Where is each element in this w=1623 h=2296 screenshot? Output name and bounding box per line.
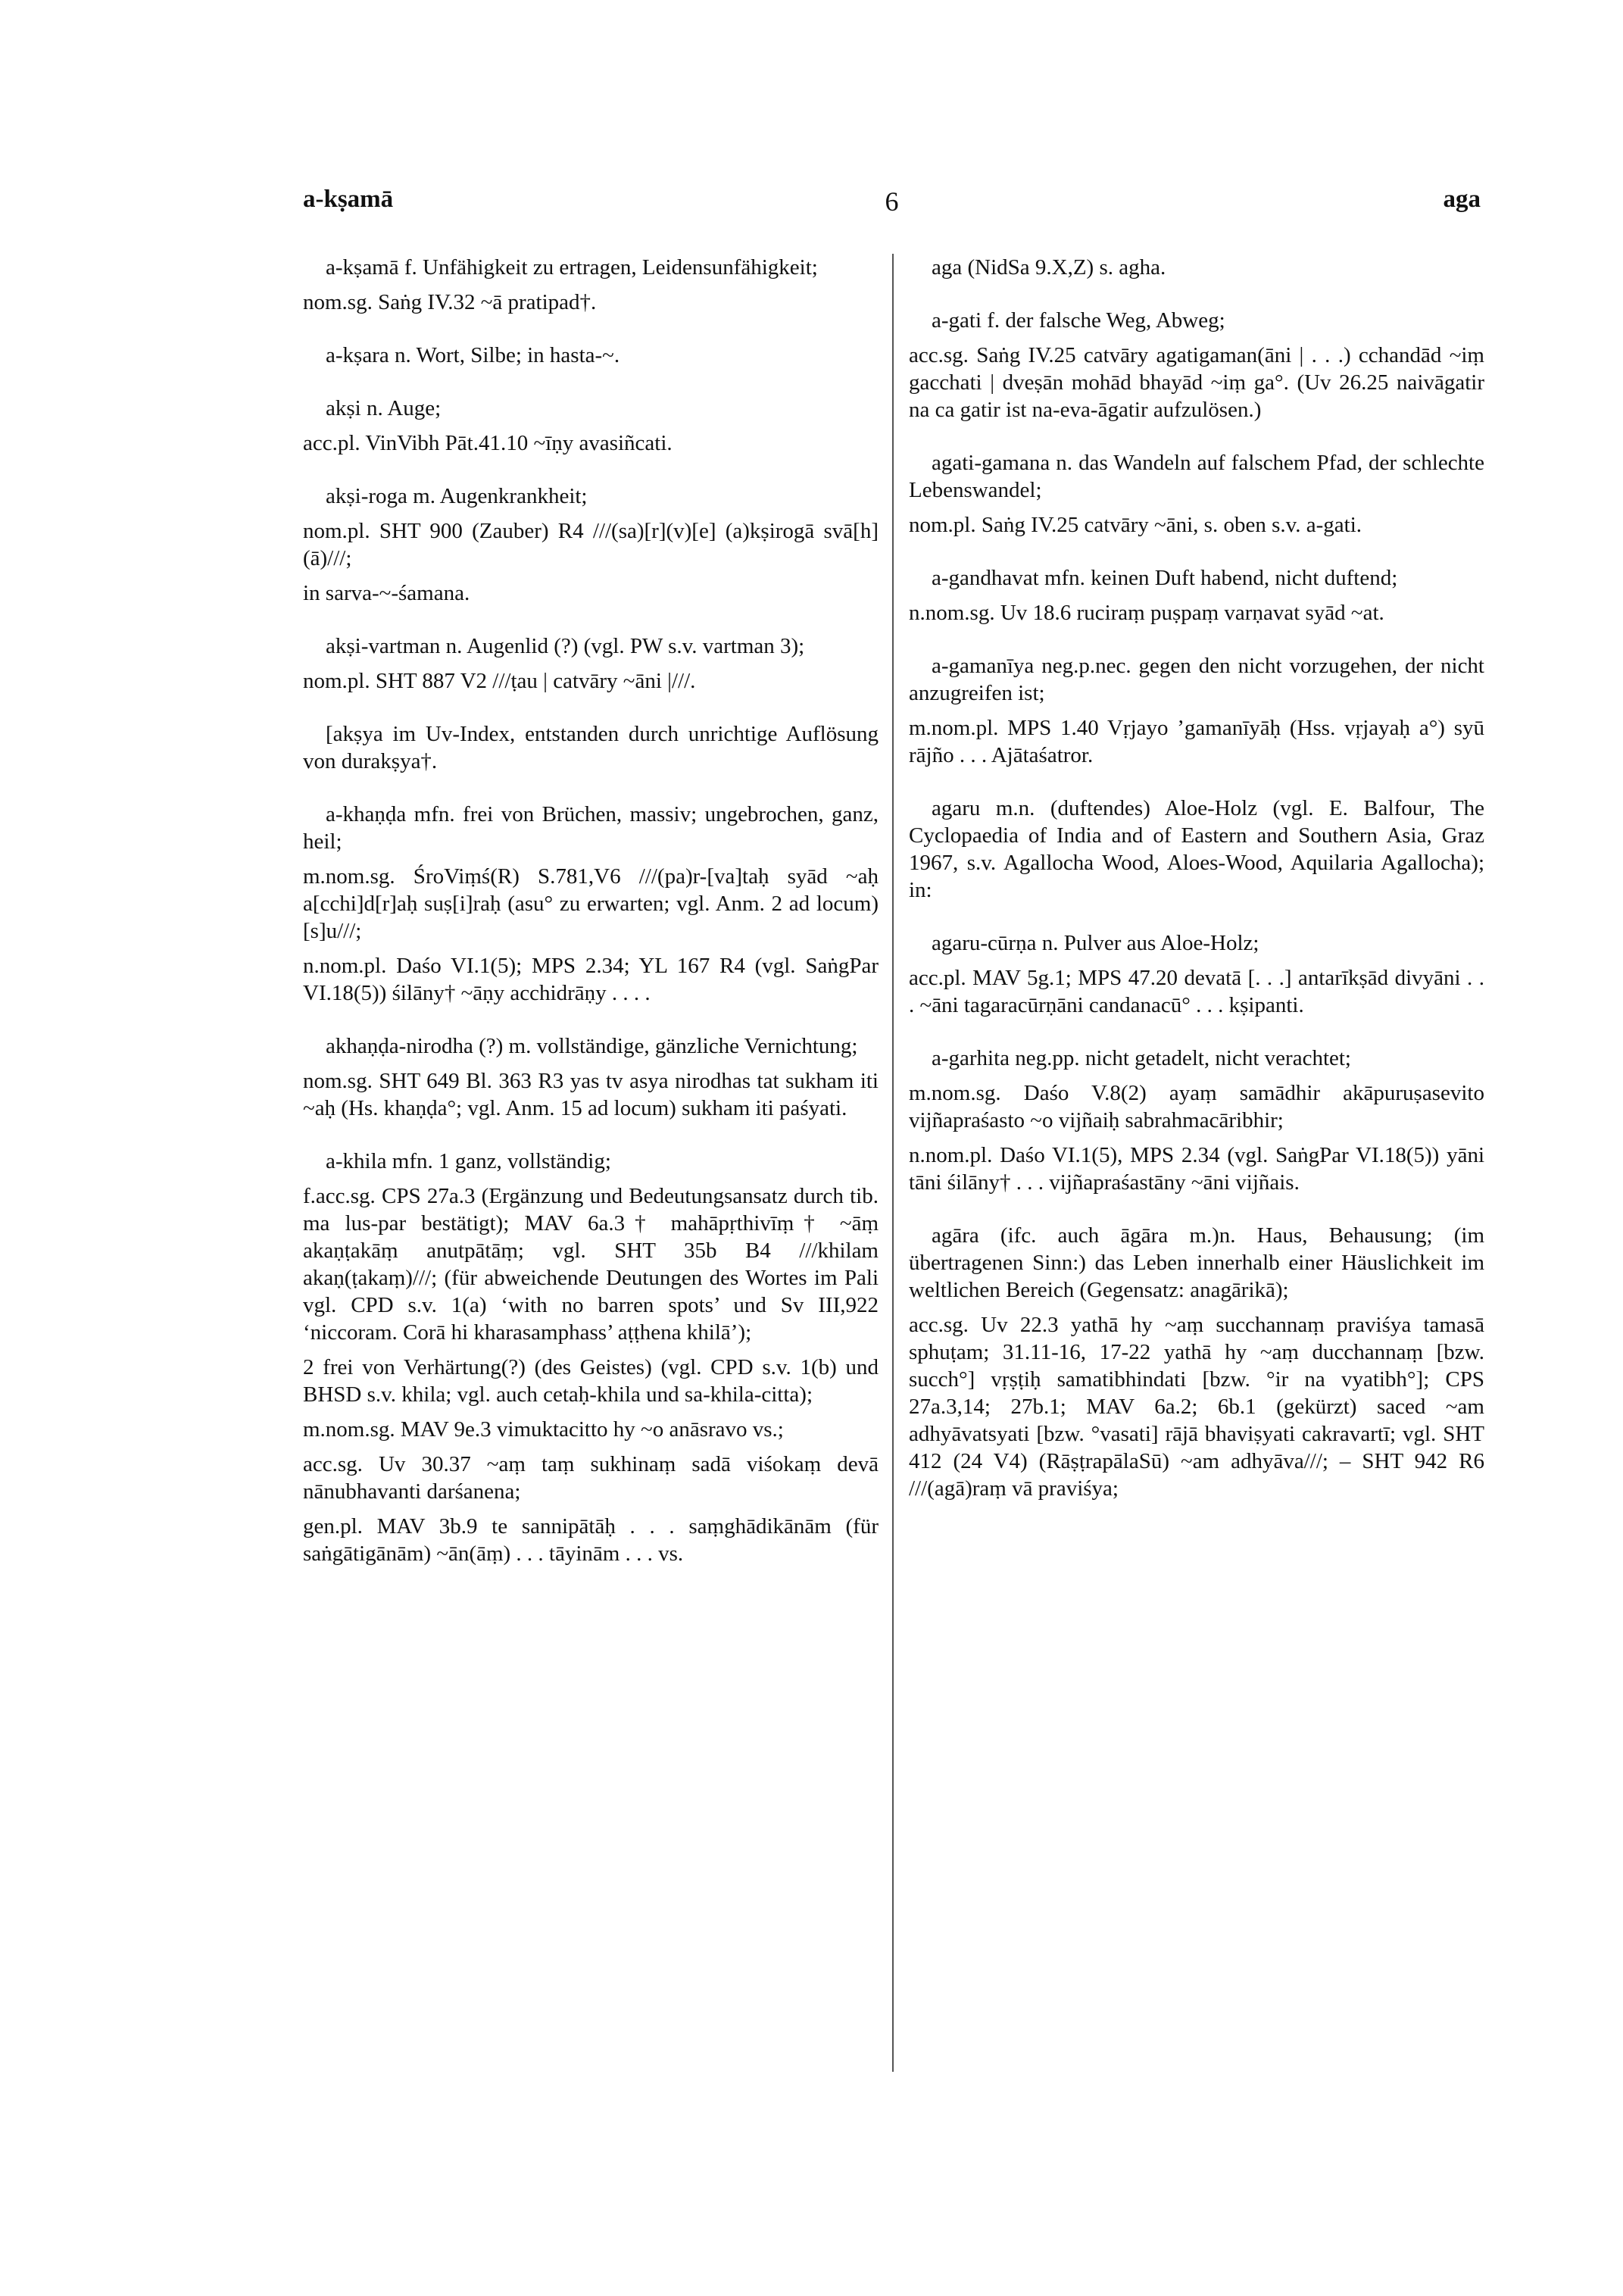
dictionary-entry: [303, 483, 879, 607]
entry-citation: 2 frei von Verhärtung(?) (des Geistes) (vgl. CPD s.v. 1(b) und BHSD s.v. khila; vgl. auch cetaḥ-khila und sa-khila-citta);: [303, 1355, 879, 1407]
entry-citation: acc.pl. VinVibh Pāt.41.10 ~īṇy avasiñcati.: [303, 431, 673, 455]
dictionary-entry: [303, 254, 879, 316]
entry-citation: n.nom.sg. Uv 18.6 ruciraṃ puṣpaṃ varṇavat syād ~at.: [909, 601, 1384, 625]
entry-headline: aga (NidSa 9.X,Z) s. agha.: [932, 255, 1166, 280]
entry-citation: acc.sg. Saṅg IV.25 catvāry agatigaman(āni | . . .) cchandād ~iṃ gacchati | dveṣān mohād bhayād ~iṃ ga°. (Uv 26.25 naivāgatir na ca gatir ist na-eva-āgatir aufzulösen.): [909, 343, 1484, 422]
left-column: [303, 254, 879, 1593]
running-head-left: a-kṣamā: [303, 186, 394, 213]
entry-citation: m.nom.sg. MAV 9e.3 vimuktacitto hy ~o anāsravo vs.;: [303, 1417, 784, 1442]
dictionary-entry: [909, 254, 1484, 281]
entry-headline: [akṣya im Uv-Index, entstanden durch unrichtige Auflösung von durakṣya†.: [303, 722, 879, 773]
dictionary-entry: [909, 564, 1484, 626]
dictionary-entry: [909, 795, 1484, 904]
dictionary-entry: [303, 395, 879, 457]
running-head: [303, 186, 1481, 223]
dictionary-entry: [303, 633, 879, 695]
dictionary-entry: [303, 1032, 879, 1122]
entry-citation: nom.sg. Saṅg IV.32 ~ā pratipad†.: [303, 290, 597, 314]
dictionary-entry: [909, 307, 1484, 423]
entry-headline: a-khaṇḍa mfn. frei von Brüchen, massiv; ungebrochen, ganz, heil;: [303, 802, 879, 854]
entry-citation: gen.pl. MAV 3b.9 te sannipātāḥ . . . saṃghādikānām (für saṅgātigānām) ~ān(āṃ) . . . tāyinām . . . vs.: [303, 1514, 879, 1566]
page-number: 6: [885, 186, 899, 217]
entry-headline: akṣi n. Auge;: [326, 396, 442, 420]
entry-citation: m.nom.sg. ŚroViṃś(R) S.781,V6 ///(pa)r-[va]taḥ syād ~aḥ a[cchi]d[r]aḥ suṣ[i]raḥ (asu° zu erwarten; vgl. Anm. 2 ad locum) [s]u///;: [303, 864, 879, 943]
entry-headline: a-kṣara n. Wort, Silbe; in hasta-~.: [326, 343, 620, 367]
entry-headline: akṣi-roga m. Augenkrankheit;: [326, 484, 588, 508]
entry-citation: nom.pl. SHT 900 (Zauber) R4 ///(sa)[r](v)[e] (a)kṣirogā svā[h](ā)///;: [303, 519, 879, 570]
entry-citation: nom.pl. SHT 887 V2 ///ṭau | catvāry ~āni |///.: [303, 669, 696, 693]
dictionary-entry: [909, 929, 1484, 1019]
entry-headline: a-garhita neg.pp. nicht getadelt, nicht verachtet;: [932, 1046, 1351, 1070]
entry-citation: nom.pl. Saṅg IV.25 catvāry ~āni, s. oben s.v. a-gati.: [909, 513, 1362, 537]
entry-headline: akṣi-vartman n. Augenlid (?) (vgl. PW s.v. vartman 3);: [326, 634, 805, 658]
entry-citation: nom.sg. SHT 649 Bl. 363 R3 yas tv asya nirodhas tat sukham iti ~aḥ (Hs. khaṇḍa°; vgl. Anm. 15 ad locum) sukham iti paśyati.: [303, 1069, 879, 1120]
entry-headline: a-gandhavat mfn. keinen Duft habend, nicht duftend;: [932, 566, 1398, 590]
entry-headline: agati-gamana n. das Wandeln auf falschem Pfad, der schlechte Lebenswandel;: [909, 451, 1484, 502]
entry-headline: a-gamanīya neg.p.nec. gegen den nicht vorzugehen, der nicht anzugreifen ist;: [909, 654, 1484, 705]
entry-citation: acc.sg. Uv 30.37 ~aṃ taṃ sukhinaṃ sadā viśokaṃ devā nānubhavanti darśanena;: [303, 1452, 879, 1504]
entry-citation: m.nom.sg. Daśo V.8(2) ayaṃ samādhir akāpuruṣasevito vijñapraśasto ~o vijñaiḥ sabrahmacāribhir;: [909, 1081, 1484, 1132]
dictionary-entry: [303, 342, 879, 369]
entry-headline: a-gati f. der falsche Weg, Abweg;: [932, 308, 1225, 333]
entry-citation: acc.sg. Uv 22.3 yathā hy ~aṃ succhannaṃ praviśya tamasā sphuṭam; 31.11-16, 17-22 yathā hy ~aṃ ducchannaṃ [bzw. succh°] vṛṣṭiḥ samatibhindati [bzw. °ir na vyatibh°]; CPS 27a.3,14; 27b.1; MAV 6a.2; 6b.1 (gekürzt) saced ~am adhyāvatsyati [bzw. °vasati] rājā bhaviṣyati cakravartī; vgl. SHT 412 (24 V4) (RāṣṭrapālaSū) ~am adhyāva///; – SHT 942 R6 ///(agā)raṃ vā praviśya;: [909, 1313, 1484, 1501]
right-column: [909, 254, 1484, 1528]
column-divider: [892, 254, 894, 2072]
entry-headline: akhaṇḍa-nirodha (?) m. vollständige, gänzliche Vernichtung;: [326, 1034, 858, 1058]
dictionary-entry: [303, 720, 879, 775]
entry-citation: n.nom.pl. Daśo VI.1(5); MPS 2.34; YL 167 R4 (vgl. SaṅgPar VI.18(5)) śilāny† ~āṇy acchidrāṇy . . . .: [303, 954, 879, 1005]
entry-citation: n.nom.pl. Daśo VI.1(5), MPS 2.34 (vgl. SaṅgPar VI.18(5)) yāni tāni śilāny† . . . vijñapraśastāny ~āni vijñais.: [909, 1143, 1484, 1195]
entry-headline: agaru-cūrṇa n. Pulver aus Aloe-Holz;: [932, 931, 1259, 955]
entry-headline: a-kṣamā f. Unfähigkeit zu ertragen, Leidensunfähigkeit;: [326, 255, 818, 280]
dictionary-entry: [303, 801, 879, 1007]
entry-citation: acc.pl. MAV 5g.1; MPS 47.20 devatā [. . .] antarīkṣād divyāni . . . ~āni tagaracūrṇāni candanacū° . . . kṣipanti.: [909, 966, 1484, 1017]
entry-citation: in sarva-~-śamana.: [303, 581, 470, 605]
dictionary-entry: [909, 449, 1484, 539]
dictionary-entry: [909, 1045, 1484, 1196]
entry-citation: m.nom.pl. MPS 1.40 Vṛjayo ’gamanīyāḥ (Hss. vṛjayaḥ a°) syū rājño . . . Ajātaśatror.: [909, 716, 1484, 767]
dictionary-entry: [909, 652, 1484, 769]
dictionary-entry: [909, 1222, 1484, 1502]
entry-headline: a-khila mfn. 1 ganz, vollständig;: [326, 1149, 611, 1173]
running-head-right: aga: [1443, 186, 1481, 213]
entry-headline: agaru m.n. (duftendes) Aloe-Holz (vgl. E. Balfour, The Cyclopaedia of India and of Eastern and Southern Asia, Graz 1967, s.v. Agallocha Wood, Aloes-Wood, Aquilaria Agallocha); in:: [909, 796, 1484, 902]
entry-citation: f.acc.sg. CPS 27a.3 (Ergänzung und Bedeutungsansatz durch tib. ma lus-par bestätigt); MAV 6a.3† mahāpṛthivīṃ† ~āṃ akaṇṭakāṃ anutpātāṃ; vgl. SHT 35b B4 ///khilam akaṇ(ṭakaṃ)///; (für abweichende Deutungen des Wortes im Pali vgl. CPD s.v. 1(a) ‘with no barren spots’ und Sv III,922 ‘niccoram. Corā hi kharasamphass’ aṭṭhena khilā’);: [303, 1184, 879, 1345]
dictionary-entry: [303, 1148, 879, 1567]
entry-headline: agāra (ifc. auch āgāra m.)n. Haus, Behausung; (im übertragenen Sinn:) das Leben innerhalb einer Häuslichkeit im weltlichen Bereich (Gegensatz: anagārikā);: [909, 1223, 1484, 1302]
